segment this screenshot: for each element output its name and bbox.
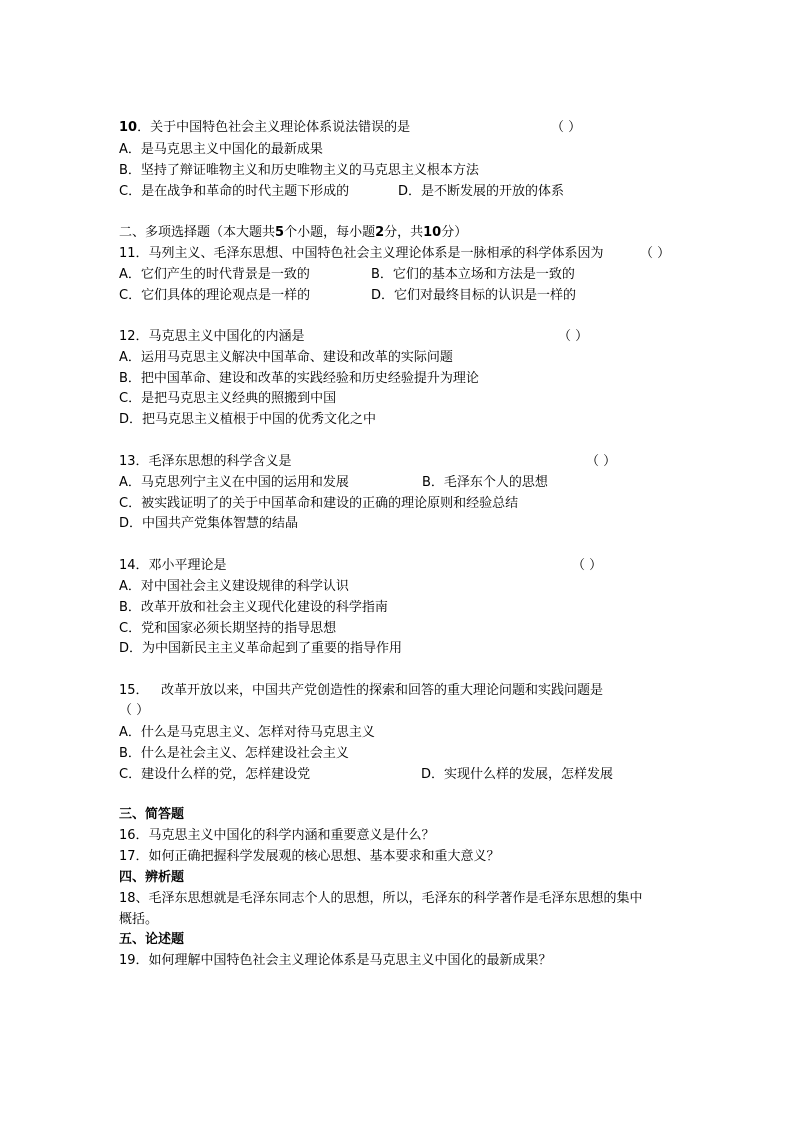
option-a: A．马克思列宁主义在中国的运用和发展 <box>119 475 349 490</box>
option-d: D．为中国新民主主义革命起到了重要的指导作用 <box>119 641 403 656</box>
answer-blank: （ ） <box>551 120 582 135</box>
option-b: B．毛泽东个人的思想 <box>422 475 548 490</box>
section-2-points: 2 <box>375 225 385 240</box>
question-10-stem <box>119 119 410 136</box>
section-2-title-d: 分） <box>441 225 468 240</box>
option-b: B．什么是社会主义、怎样建设社会主义 <box>119 746 349 761</box>
option-b: B．它们的基本立场和方法是一致的 <box>371 267 575 282</box>
section-3-title: 三、简答题 <box>119 807 185 822</box>
question-15-stem: 15． 改革开放以来，中国共产党创造性的探索和回答的重大理论问题和实践问题是 <box>119 683 603 698</box>
question-14-stem: 14．邓小平理论是 <box>119 558 227 573</box>
section-2-title <box>119 224 467 241</box>
answer-blank: （ ） <box>640 246 671 261</box>
answer-blank: （ ） <box>558 329 589 344</box>
section-2-title-b: 个小题，每小题 <box>284 225 376 240</box>
option-d: D．是不断发展的开放的体系 <box>398 184 565 199</box>
question-12-stem: 12．马克思主义中国化的内涵是 <box>119 329 305 344</box>
question-10-number: 10 <box>119 120 138 135</box>
question-19: 19．如何理解中国特色社会主义理论体系是马克思主义中国化的最新成果？ <box>119 953 552 968</box>
option-a: A．运用马克思主义解决中国革命、建设和改革的实际问题 <box>119 350 453 365</box>
section-2-total: 10 <box>423 225 442 240</box>
question-16: 16．马克思主义中国化的科学内涵和重要意义是什么？ <box>119 828 435 843</box>
option-a: A．是马克思主义中国化的最新成果 <box>119 142 323 157</box>
option-c: C．建设什么样的党，怎样建设党 <box>119 767 311 782</box>
answer-blank: （ ） <box>572 558 603 573</box>
option-c: C．是把马克思主义经典的照搬到中国 <box>119 391 337 406</box>
option-d: D．把马克思主义植根于中国的优秀文化之中 <box>119 412 377 427</box>
option-c: C．是在战争和革命的时代主题下形成的 <box>119 184 350 199</box>
section-5-title: 五、论述题 <box>119 932 185 947</box>
option-a: A．对中国社会主义建设规律的科学认识 <box>119 579 349 594</box>
option-b: B．坚持了辩证唯物主义和历史唯物主义的马克思主义根本方法 <box>119 163 479 178</box>
question-18-line-1: 18、毛泽东思想就是毛泽东同志个人的思想，所以，毛泽东的科学著作是毛泽东思想的集中 <box>119 891 643 906</box>
option-b: B．改革开放和社会主义现代化建设的科学指南 <box>119 600 388 615</box>
question-13-stem: 13．毛泽东思想的科学含义是 <box>119 454 292 469</box>
option-d: D．实现什么样的发展，怎样发展 <box>421 767 614 782</box>
question-17: 17．如何正确把握科学发展观的核心思想、基本要求和重大意义？ <box>119 849 500 864</box>
option-a: A．什么是马克思主义、怎样对待马克思主义 <box>119 725 375 740</box>
section-2-title-c: 分，共 <box>384 225 424 240</box>
section-4-title: 四、辨析题 <box>119 870 185 885</box>
option-d: D．它们对最终目标的认识是一样的 <box>371 288 577 303</box>
option-d: D．中国共产党集体智慧的结晶 <box>119 516 299 531</box>
section-2-title-a: 二、多项选择题（本大题共 <box>119 225 276 240</box>
section-2-count: 5 <box>275 225 285 240</box>
option-b: B．把中国革命、建设和改革的实践经验和历史经验提升为理论 <box>119 371 479 386</box>
answer-blank: （ ） <box>119 703 150 718</box>
question-11-stem: 11．马列主义、毛泽东思想、中国特色社会主义理论体系是一脉相承的科学体系因为 <box>119 246 604 261</box>
option-c: C．党和国家必须长期坚持的指导思想 <box>119 621 337 636</box>
option-c: C．它们具体的理论观点是一样的 <box>119 288 311 303</box>
answer-blank: （ ） <box>586 454 617 469</box>
question-10-text: ．关于中国特色社会主义理论体系说法错误的是 <box>137 120 411 135</box>
option-c: C．被实践证明了的关于中国革命和建设的正确的理论原则和经验总结 <box>119 496 519 511</box>
option-a: A．它们产生的时代背景是一致的 <box>119 267 310 282</box>
question-18-line-2: 概括。 <box>119 912 159 927</box>
